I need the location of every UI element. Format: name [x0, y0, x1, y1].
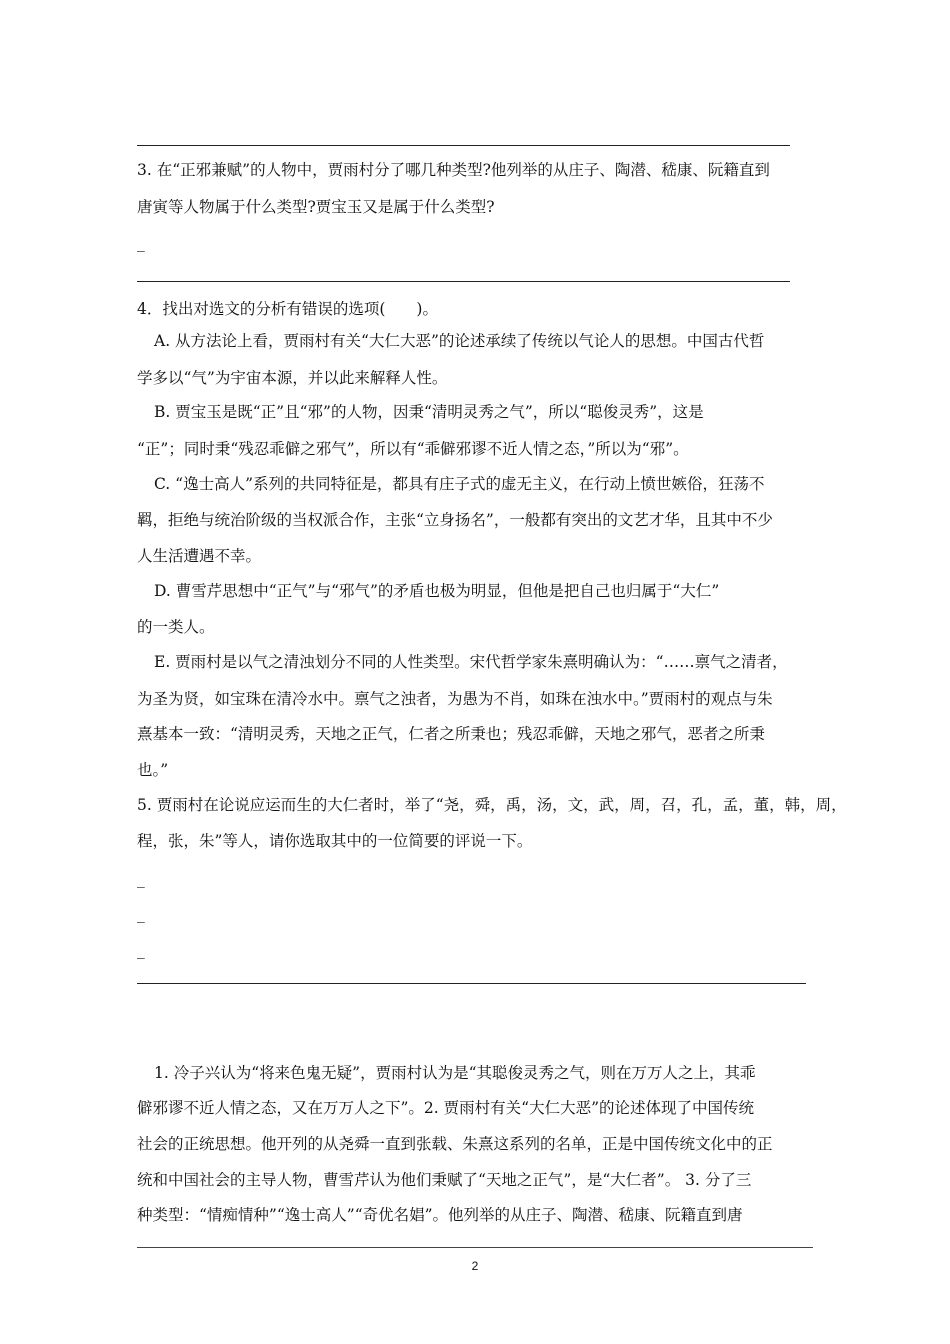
footer-rule [137, 1247, 813, 1248]
q5-line-1: 5. 贾雨村在论说应运而生的大仁者时，举了“尧，舜，禹，汤，文，武，周，召，孔，孟，董，韩，周， [137, 796, 847, 814]
q3-line-1: 3. 在“正邪兼赋”的人物中，贾雨村分了哪几种类型?他列举的从庄子、陶潜、嵇康、阮籍直到 [137, 161, 770, 179]
answer-line-text-1: 1. 冷子兴认为“将来色鬼无疑”，贾雨村认为是“其聪俊灵秀之气，则在万万人之上，其乖 [154, 1064, 756, 1082]
q4-option-b-line-2: “正”；同时秉“残忍乖僻之邪气”，所以有“乖僻邪谬不近人情之态，”所以为“邪”。 [137, 440, 689, 458]
q4-option-a-line-2: 学多以“气”为宇宙本源，并以此来解释人性。 [137, 369, 448, 387]
page-number: 2 [471, 1259, 479, 1273]
q4-option-c-line-1: C. “逸士高人”系列的共同特征是，都具有庄子式的虚无主义，在行动上愤世嫉俗，狂荡不 [154, 475, 765, 493]
answer-line-3 [137, 983, 806, 984]
q4-option-e-line-1: E. 贾雨村是以气之清浊划分不同的人性类型。宋代哲学家朱熹明确认为：“……禀气之清者， [154, 653, 788, 671]
q3-line-2: 唐寅等人物属于什么类型?贾宝玉又是属于什么类型? [137, 198, 495, 216]
answer-line-text-4: 统和中国社会的主导人物，曹雪芹认为他们秉赋了“天地之正气”，是“大仁者”。 3. 分了三 [137, 1171, 752, 1189]
q4-option-c-line-2: 羁，拒绝与统治阶级的当权派合作，主张“立身扬名”，一般都有突出的文艺才华，且其中不少 [137, 511, 773, 529]
q4-option-e-line-3: 熹基本一致：“清明灵秀，天地之正气，仁者之所秉也；残忍乖僻，天地之邪气，恶者之所秉 [137, 725, 765, 743]
q4-option-d-line-2: 的一类人。 [137, 618, 215, 636]
q5-line-2: 程，张，朱”等人，请你选取其中的一位简要的评说一下。 [137, 832, 533, 850]
q3-blank: _ [137, 234, 145, 252]
q4-option-e-line-2: 为圣为贤，如宝珠在清冷水中。禀气之浊者，为愚为不肖，如珠在浊水中。”贾雨村的观点与朱 [137, 690, 773, 708]
q4-option-e-line-4: 也。” [137, 761, 169, 779]
q5-blank-2: _ [137, 905, 145, 923]
answer-line-text-2: 僻邪谬不近人情之态，又在万万人之下”。2. 贾雨村有关“大仁大恶”的论述体现了中国传统 [137, 1099, 754, 1117]
q5-blank-3: _ [137, 941, 145, 959]
answer-line-text-5: 种类型：“情痴情种”“逸士高人”“奇优名娼”。他列举的从庄子、陶潜、嵇康、阮籍直到唐 [137, 1206, 743, 1224]
answer-line-text-3: 社会的正统思想。他开列的从尧舜一直到张载、朱熹这系列的名单，正是中国传统文化中的正 [137, 1135, 773, 1153]
q4-option-a-line-1: A. 从方法论上看，贾雨村有关“大仁大恶”的论述承续了传统以气论人的思想。中国古代哲 [154, 332, 765, 350]
answer-line-1 [137, 145, 790, 146]
q5-blank-1: _ [137, 870, 145, 888]
q4-option-c-line-3: 人生活遭遇不幸。 [137, 547, 262, 565]
answer-line-2 [137, 281, 790, 282]
q4-option-d-line-1: D. 曹雪芹思想中“正气”与“邪气”的矛盾也极为明显，但他是把自己也归属于“大仁” [154, 582, 720, 600]
q4-stem: 4．找出对选文的分析有错误的选项( )。 [137, 300, 438, 318]
q4-option-b-line-1: B. 贾宝玉是既“正”且“邪”的人物，因秉“清明灵秀之气”，所以“聪俊灵秀”，这是 [154, 403, 704, 421]
